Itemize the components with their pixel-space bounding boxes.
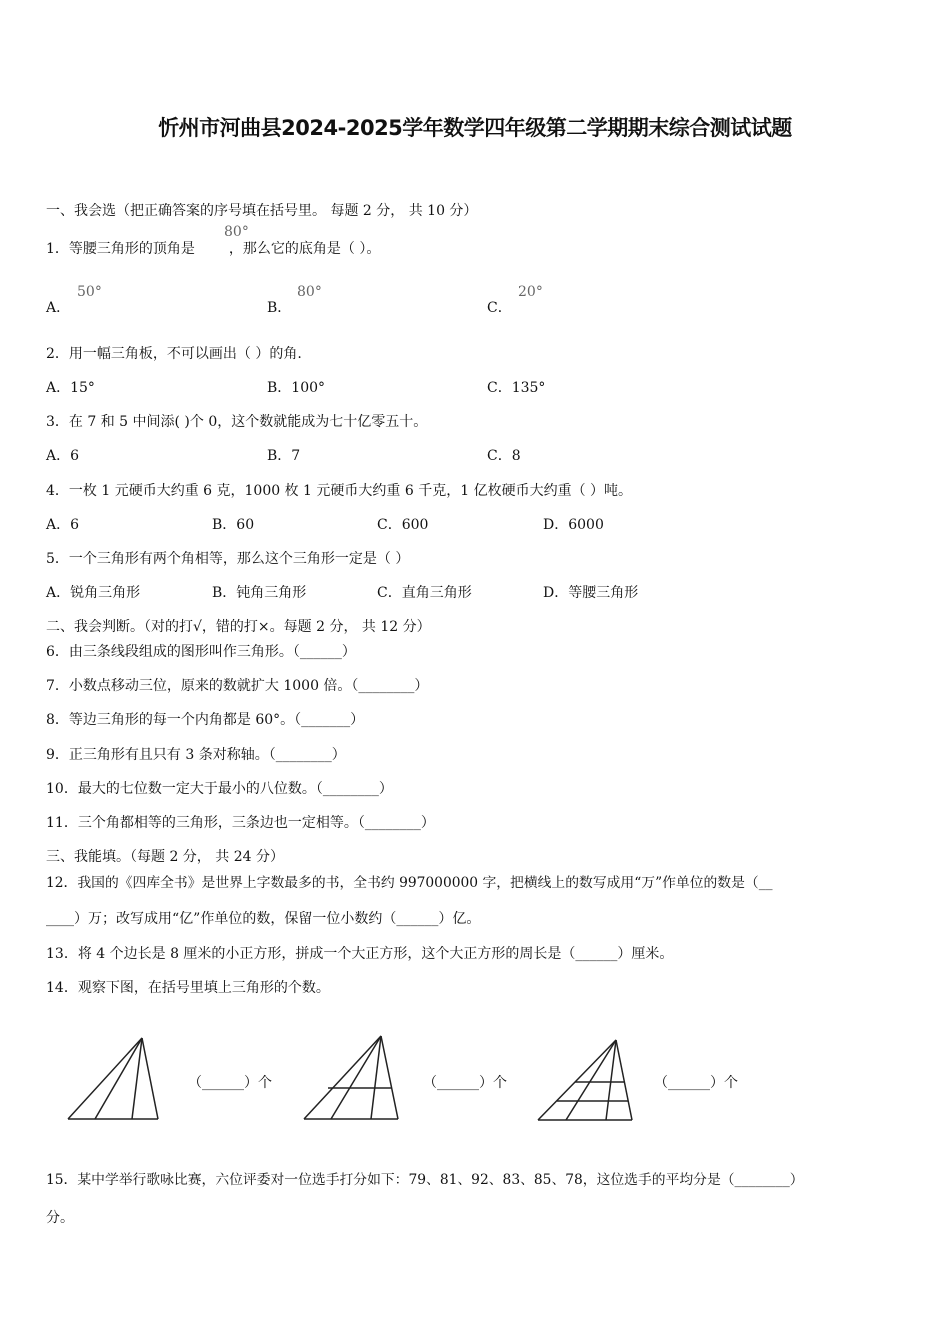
question-5: 5．一个三角形有两个角相等，那么这个三角形一定是（ ） (46, 551, 410, 567)
q1-option-a-value: 50° (77, 284, 102, 300)
question-2: 2．用一幅三角板，不可以画出（ ）的角. (46, 346, 302, 362)
question-1-text-after: ，那么它的底角是（ ）。 (228, 241, 381, 257)
section2-header: 二、我会判断。（对的打√，错的打×。每题 2 分， 共 12 分） (46, 619, 431, 635)
triangle-figure-1 (60, 1030, 170, 1125)
fig2-side-left (304, 1036, 381, 1119)
q1-option-a-label: A． (46, 300, 71, 316)
q5-option-d: D．等腰三角形 (543, 585, 639, 601)
q3-option-a: A．6 (46, 448, 80, 464)
section3-header: 三、我能填。（每题 2 分， 共 24 分） (46, 849, 284, 865)
fig3-side-right (616, 1040, 632, 1120)
fig3-side-left (538, 1040, 616, 1120)
fig2-cevian-1 (331, 1036, 381, 1119)
question-12-line2: ____）万；改写成用“亿”作单位的数，保留一位小数约（______）亿。 (46, 911, 481, 927)
fig3-cevian-1 (566, 1040, 616, 1120)
fig1-side-right (142, 1038, 158, 1119)
question-15-line1: 15．某中学举行歌咏比赛，六位评委对一位选手打分如下：79、81、92、83、85、78，这位选手的平均分是（________） (46, 1172, 804, 1188)
question-15-line2: 分。 (46, 1210, 74, 1226)
question-1-angle: 80° (224, 224, 249, 240)
q4-option-c: C．600 (377, 517, 429, 533)
fig1-cevian-1 (95, 1038, 142, 1119)
section1-header: 一、我会选（把正确答案的序号填在括号里。 每题 2 分， 共 10 分） (46, 203, 478, 219)
q4-option-d: D．6000 (543, 517, 604, 533)
page-title: 忻州市河曲县2024-2025学年数学四年级第二学期期末综合测试试题 (158, 116, 792, 140)
q1-option-c-label: C． (487, 300, 512, 316)
q4-option-a: A．6 (46, 517, 80, 533)
q4-option-b: B．60 (212, 517, 255, 533)
q5-option-c: C．直角三角形 (377, 585, 472, 601)
q1-option-c-value: 20° (518, 284, 543, 300)
question-3: 3．在 7 和 5 中间添( )个 0，这个数就能成为七十亿零五十。 (46, 414, 428, 430)
triangle-figure-3 (530, 1030, 640, 1125)
fig3-cevian-2 (606, 1040, 616, 1120)
q3-option-b: B．7 (267, 448, 301, 464)
q1-option-b-value: 80° (297, 284, 322, 300)
q2-option-b: B．100° (267, 380, 326, 396)
q5-option-b: B．钝角三角形 (212, 585, 307, 601)
q5-option-a: A．锐角三角形 (46, 585, 141, 601)
question-6: 6．由三条线段组成的图形叫作三角形。（______） (46, 644, 356, 660)
q14-blank-2[interactable]: （______）个 (423, 1075, 507, 1091)
question-1 (46, 239, 380, 259)
q2-option-a: A．15° (46, 380, 95, 396)
q14-blank-1[interactable]: （______）个 (188, 1075, 272, 1091)
question-4: 4．一枚 1 元硬币大约重 6 克，1000 枚 1 元硬币大约重 6 千克，1 亿枚硬币大约重（ ）吨。 (46, 483, 633, 499)
fig1-cevian-2 (132, 1038, 142, 1119)
question-8: 8．等边三角形的每一个内角都是 60°。（_______） (46, 712, 365, 728)
q3-option-c: C．8 (487, 448, 521, 464)
fig2-cevian-2 (371, 1036, 381, 1119)
question-10: 10．最大的七位数一定大于最小的八位数。（________） (46, 781, 393, 797)
question-1-text-before: 1．等腰三角形的顶角是 (46, 241, 195, 257)
q2-option-c: C．135° (487, 380, 546, 396)
question-14: 14．观察下图，在括号里填上三角形的个数。 (46, 980, 330, 996)
question-12-line1: 12．我国的《四库全书》是世界上字数最多的书，全书约 997000000 字，把横线上的数写成用“万”作单位的数是（__ (46, 875, 773, 891)
question-11: 11．三个角都相等的三角形，三条边也一定相等。（________） (46, 815, 435, 831)
question-7: 7．小数点移动三位，原来的数就扩大 1000 倍。（________） (46, 678, 429, 694)
fig1-side-left (68, 1038, 142, 1119)
fig2-side-right (381, 1036, 398, 1119)
q14-blank-3[interactable]: （______）个 (654, 1075, 738, 1091)
question-9: 9．正三角形有且只有 3 条对称轴。（________） (46, 747, 346, 763)
triangle-figure-2 (296, 1030, 406, 1125)
q1-option-b-label: B． (267, 300, 292, 316)
question-13: 13．将 4 个边长是 8 厘米的小正方形，拼成一个大正方形，这个大正方形的周长是（______）厘米。 (46, 946, 674, 962)
